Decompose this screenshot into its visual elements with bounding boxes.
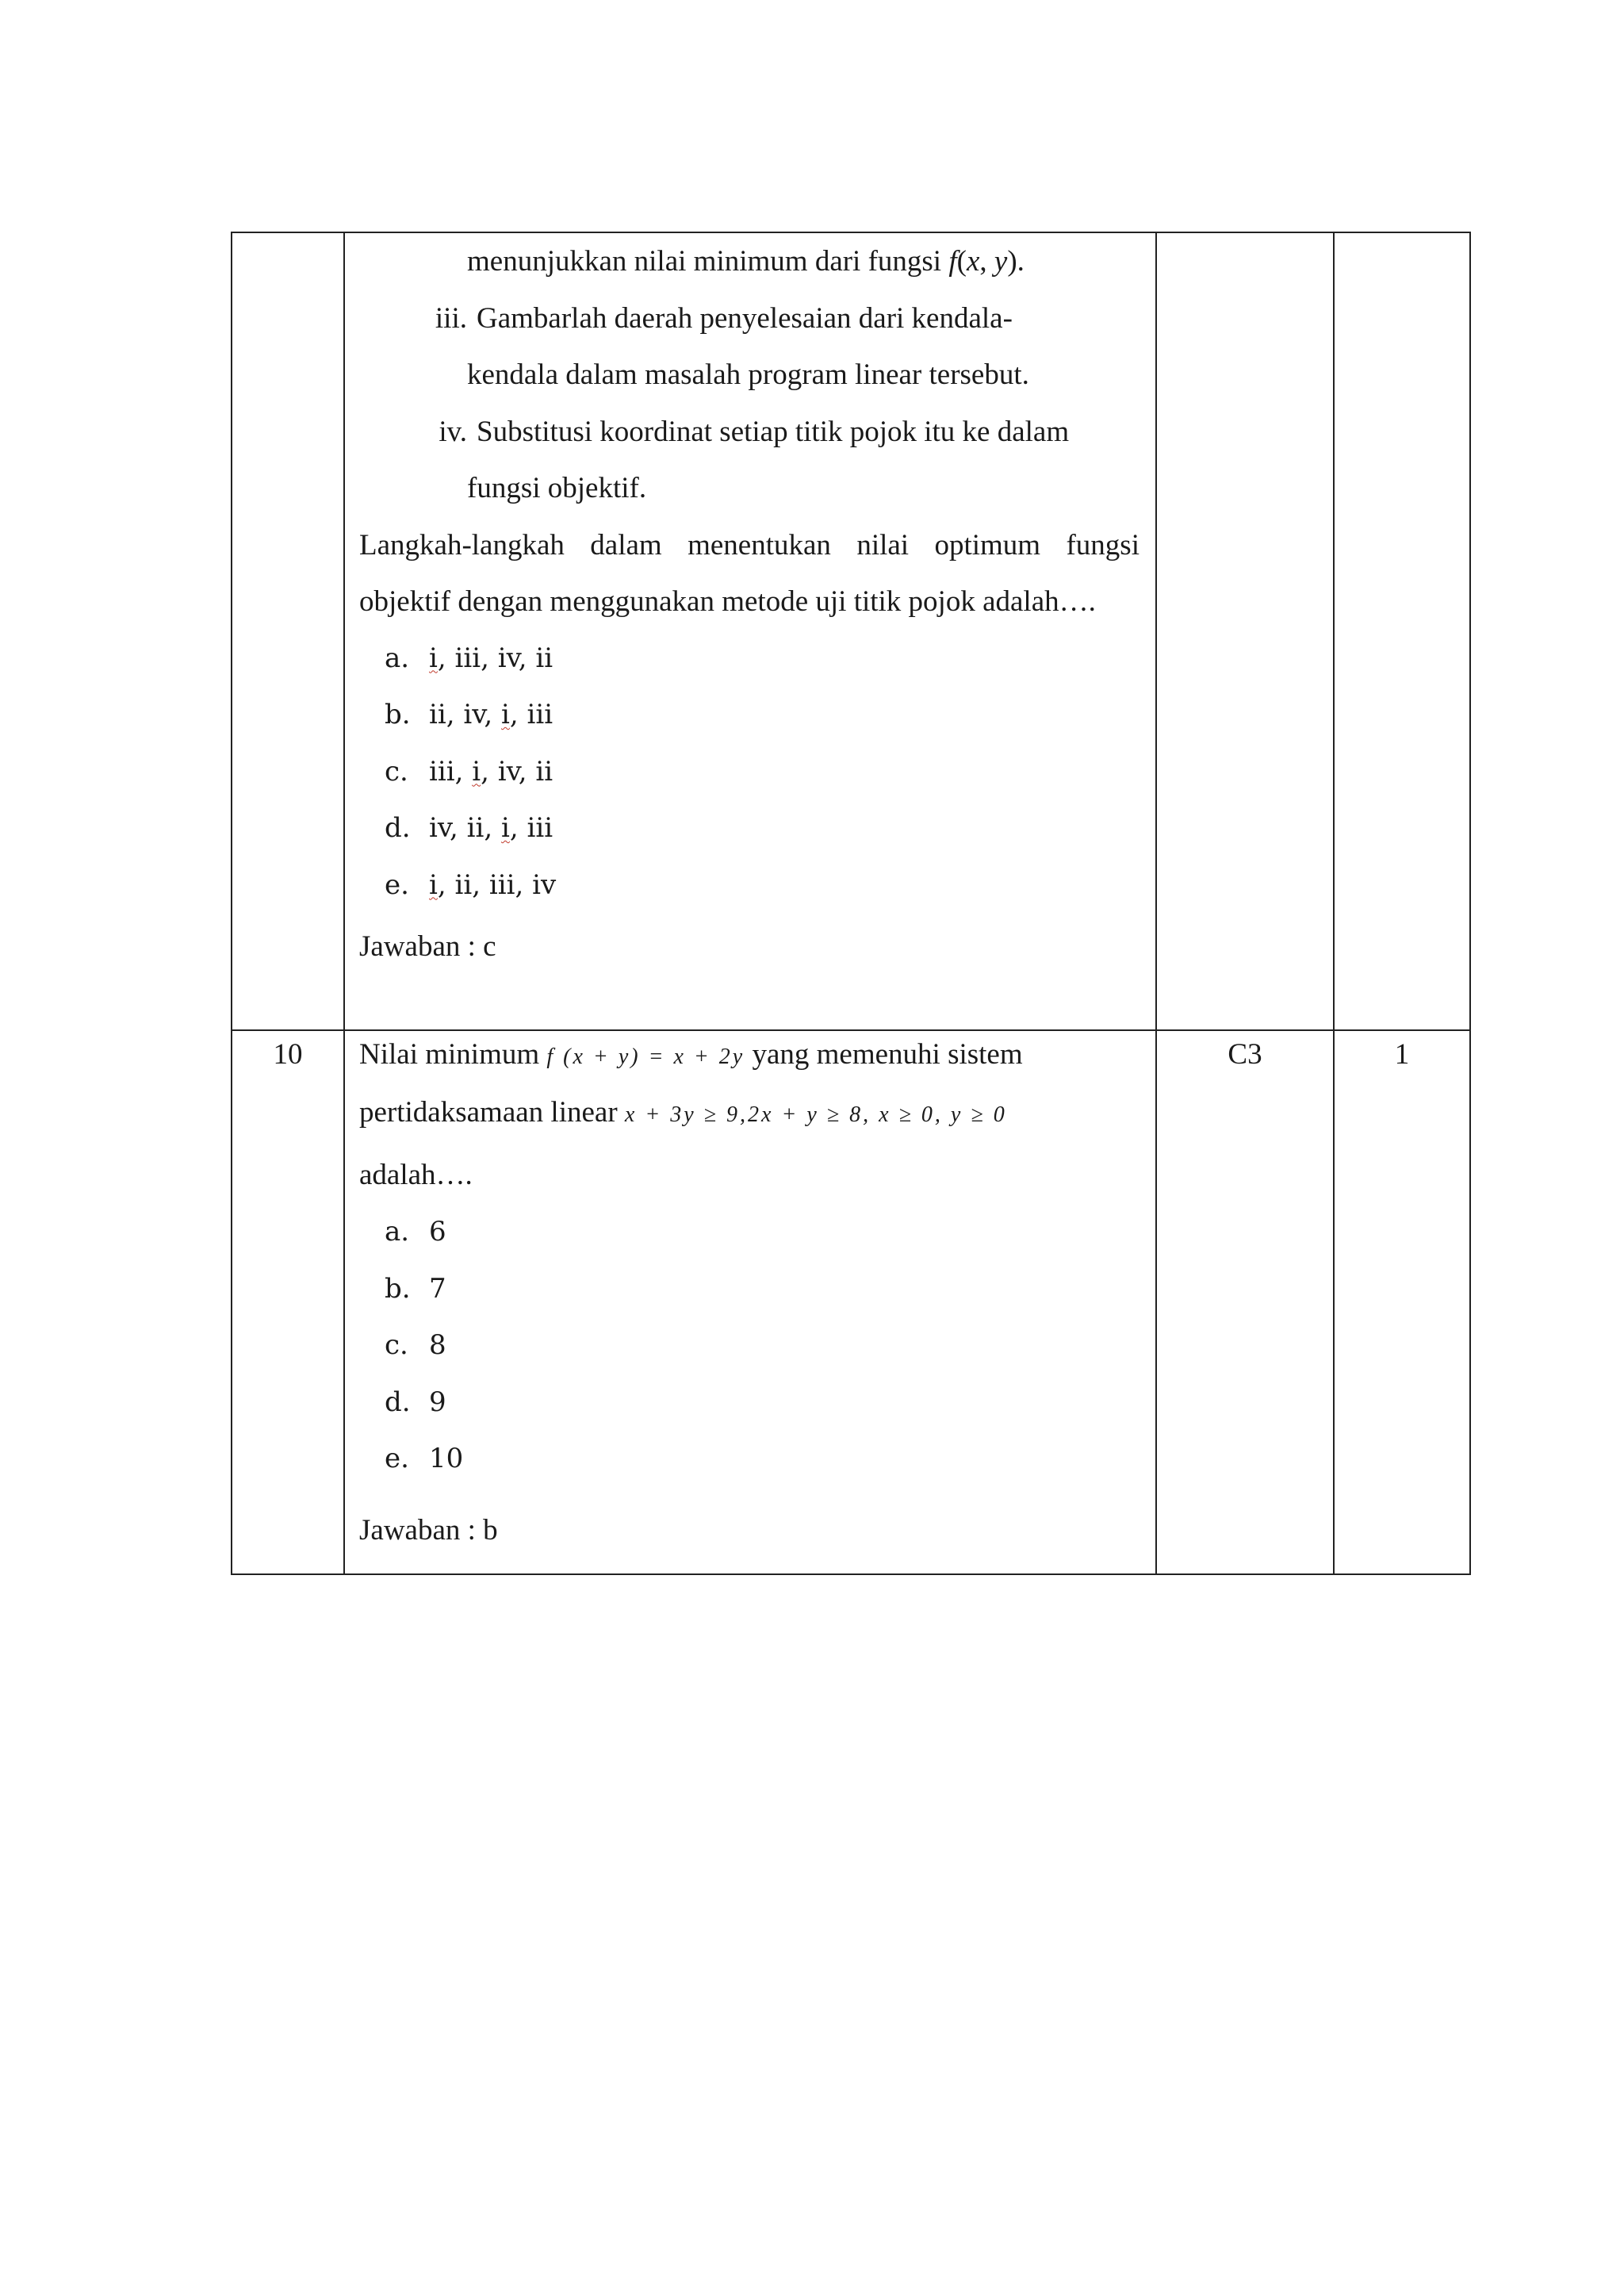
level-cell [1156,232,1334,1030]
answer-options [359,1204,1139,1488]
option-e: e. 10 [385,1443,464,1474]
step-ii-continuation: menunjukkan nilai minimum dari fungsi f(x, y). [467,245,1025,278]
option-d: d. 9 [385,1386,446,1418]
option-b: b. ii, iv, i, iii [385,699,553,730]
answer-key: Jawaban : b [359,1513,498,1547]
step-iv: iv. Substitusi koordinat setiap titik pojok itu ke dalam [439,415,1070,448]
table-row [232,1030,1470,1574]
option-c: c. 8 [385,1329,446,1361]
number-cell [232,232,344,1030]
table-row [232,232,1470,1030]
option-a: a. i, iii, iv, ii [385,642,553,674]
number-cell [232,1030,344,1574]
cognitive-level: C3 [1228,1038,1262,1071]
option-a: a. 6 [385,1216,446,1248]
score-cell [1334,1030,1470,1574]
constraint-system: x + 3y ≥ 9,2x + y ≥ 8, x ≥ 0, y ≥ 0 [624,1102,1007,1127]
step-iii-continuation: kendala dalam masalah program linear tersebut. [467,358,1029,391]
question-number: 10 [273,1038,303,1071]
option-b: b. 7 [385,1272,446,1305]
question-cell [344,1030,1156,1574]
answer-key: Jawaban : c [359,930,496,963]
answer-options [359,631,1139,914]
question-cell [344,232,1156,1030]
question-table [231,232,1471,1575]
question-line-2: pertidaksamaan linear x + 3y ≥ 9,2x + y ≥ 8, x ≥ 0, y ≥ 0 [359,1096,1007,1129]
step-iv-continuation: fungsi objektif. [467,472,647,504]
score-cell [1334,232,1470,1030]
option-d: d. iv, ii, i, iii [385,812,553,844]
level-cell [1156,1030,1334,1574]
question-text: Langkah-langkah dalam menentukan nilai optimum fungsi objektif dengan menggunakan metode uji titik pojok adalah…. [359,528,1139,618]
option-c: c. iii, i, iv, ii [385,755,553,788]
question-line-3: adalah…. [359,1159,473,1191]
objective-function: f (x + y) = x + 2y [546,1045,745,1069]
score-value: 1 [1394,1038,1410,1071]
step-iii: iii. Gambarlah daerah penyelesaian dari kendala- [435,301,1013,335]
option-e: e. i, ii, iii, iv [385,868,557,901]
question-line-1: Nilai minimum f (x + y) = x + 2y yang memenuhi sistem [359,1038,1023,1071]
